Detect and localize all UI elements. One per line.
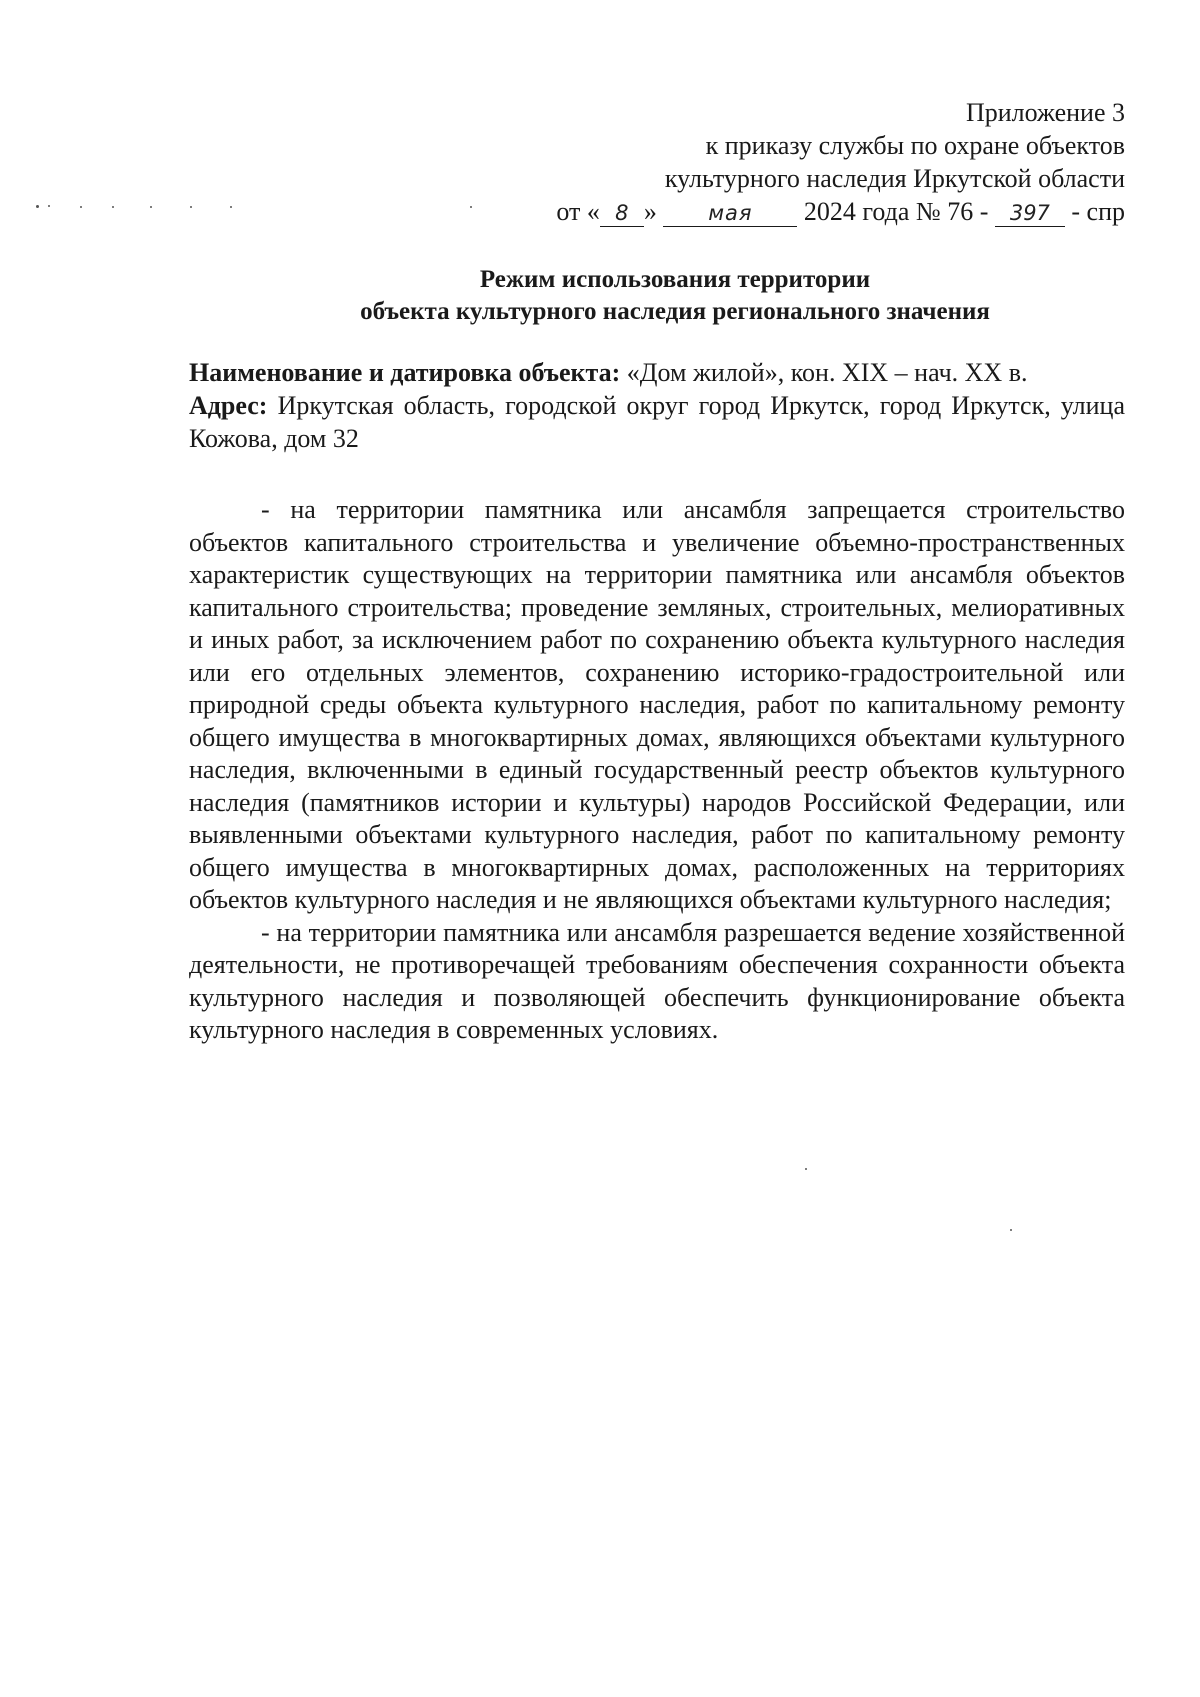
appendix-header (556, 96, 1125, 228)
handwritten-month: мая (663, 200, 797, 227)
object-info (189, 356, 1125, 455)
title-line-2: объекта культурного наследия регионального значения (360, 298, 990, 325)
regime-text (189, 494, 1125, 1047)
object-name-label: Наименование и датировка объекта: (189, 358, 621, 387)
appendix-issuer: культурного наследия Иркутской области (664, 164, 1125, 193)
object-address-row (189, 389, 1125, 455)
scan-speck (1010, 1229, 1012, 1231)
handwritten-order-number: 397 (995, 200, 1065, 227)
date-prefix: от « (556, 197, 600, 226)
scan-speck (112, 206, 114, 208)
scan-speck (470, 206, 472, 208)
prohibition-paragraph: - на территории памятника или ансамбля запрещается строительство объектов капитального строительства и увеличение объемно-пространственных характеристик существующих на территории памятника или ансамбля объектов капитального строительства; проведение земляных, строительных, мелиоративных и иных работ, за исключением работ по сохранению объекта культурного наследия или его отдельных элементов, сохранению историко-градостроительной или природной среды объекта культурного наследия, работ по капитальному ремонту общего имущества в многоквартирных домах, являющихся объектами культурного наследия, включенными в единый государственный реестр объектов культурного наследия (памятников истории и культуры) народов Российской Федерации, или выявленными объектами культурного наследия, работ по капитальному ремонту общего имущества в многоквартирных домах, расположенных на территориях объектов культурного наследия и не являющихся объектами культурного наследия; (189, 495, 1125, 914)
object-name-value: «Дом жилой», кон. XIX – нач. XX в. (626, 358, 1028, 387)
document-title (150, 264, 1200, 328)
handwritten-day: 8 (600, 200, 644, 227)
appendix-order-ref: к приказу службы по охране объектов (705, 131, 1125, 160)
object-address-label: Адрес: (189, 391, 268, 420)
object-name-row (189, 356, 1125, 389)
title-line-1: Режим использования территории (479, 266, 871, 293)
scan-speck (230, 206, 232, 208)
permission-paragraph: - на территории памятника или ансамбля разрешается ведение хозяйственной деятельности, не противоречащей требованиям обеспечения сохранности объекта культурного наследия и позволяющей обеспечить функционирование объекта культурного наследия в современных условиях. (189, 917, 1125, 1044)
object-address-value: Иркутская область, городской округ город Иркутск, город Иркутск, улица Кожова, дом 32 (189, 391, 1126, 453)
scan-speck (48, 205, 50, 207)
date-quote-close: » (643, 197, 657, 226)
scan-speck (805, 1168, 807, 1170)
order-date-line (556, 195, 1125, 228)
scan-speck (150, 206, 152, 208)
year-and-number-prefix: 2024 года № 76 - (803, 197, 989, 226)
appendix-number: Приложение 3 (965, 98, 1125, 127)
scan-speck (190, 206, 192, 208)
scan-speck (80, 206, 82, 208)
scan-speck (36, 205, 39, 208)
order-suffix: - спр (1071, 197, 1125, 226)
